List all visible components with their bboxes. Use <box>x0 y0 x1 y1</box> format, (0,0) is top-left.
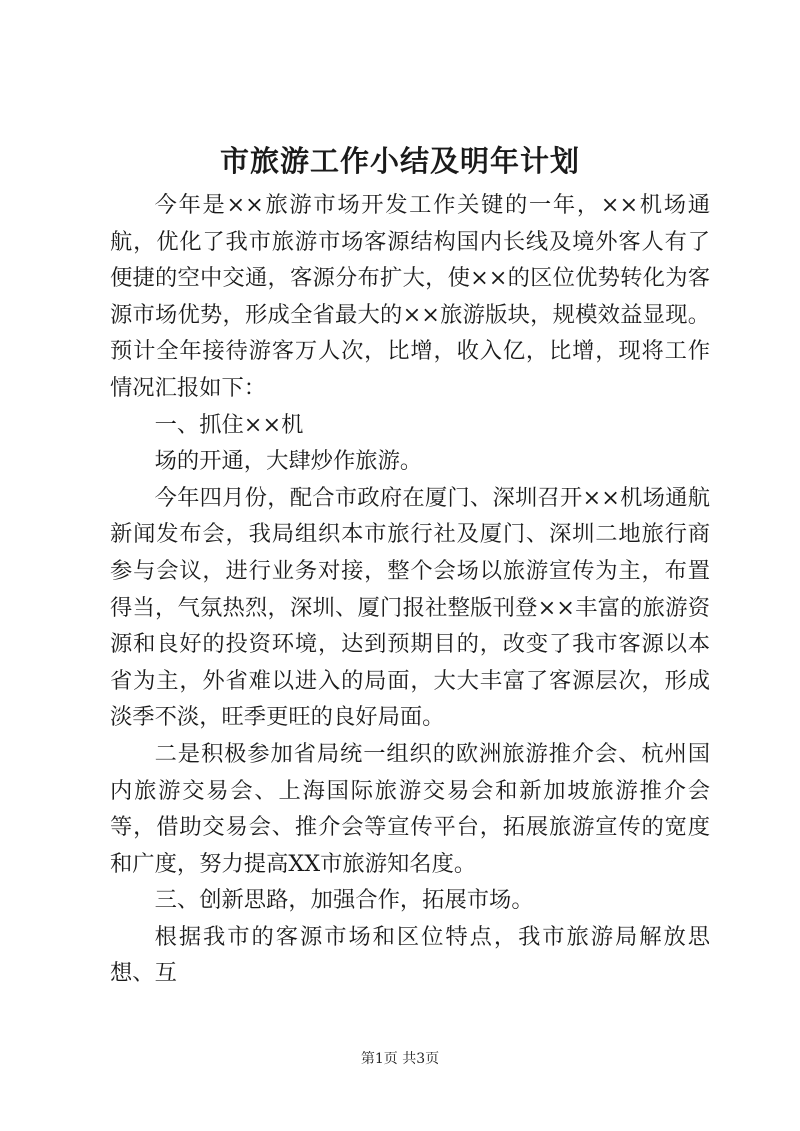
paragraph-section-three-heading: 三、创新思路，加强合作，拓展市场。 <box>154 887 534 914</box>
paragraph-april-press-conference: 今年四月份，配合市政府在厦门、深圳召开××机场通航新闻发布会，我局组织本市旅行社及厦门、深圳二地旅行商参与会议，进行业务对接，整个会场以旅游宣传为主，布置得当，气氛热烈，深圳、厦门报社整版刊登××丰富的旅游资源和良好的投资环境，达到预期目的，改变了我市客源以本省为主，外省难以进入的局面，大大丰富了客源层次，形成淡季不淡，旺季更旺的良好局面。 <box>110 484 710 731</box>
paragraph-section-one-heading: 一、抓住××机 <box>154 411 304 438</box>
document-title: 市旅游工作小结及明年计划 <box>219 144 580 178</box>
paragraph-section-one-continued: 场的开通，大肆炒作旅游。 <box>154 448 423 475</box>
paragraph-source-market: 根据我市的客源市场和区位特点，我市旅游局解放思想、互 <box>110 923 710 987</box>
paragraph-intro: 今年是××旅游市场开发工作关键的一年，××机场通航，优化了我市旅游市场客源结构国内长线及境外客人有了便捷的空中交通，客源分布扩大，使××的区位优势转化为客源市场优势，形成全省最大的××旅游版块，规模效益显现。预计全年接待游客万人次，比增，收入亿，比增，现将工作情况汇报如下： <box>110 192 710 401</box>
paragraph-trade-fairs: 二是积极参加省局统一组织的欧洲旅游推介会、杭州国内旅游交易会、上海国际旅游交易会和新加坡旅游推介会等，借助交易会、推介会等宣传平台，拓展旅游宣传的宽度和广度，努力提高XX市旅游知名度。 <box>110 740 710 877</box>
page-footer: 第1页 共3页 <box>360 1051 440 1067</box>
document-body <box>110 187 710 992</box>
